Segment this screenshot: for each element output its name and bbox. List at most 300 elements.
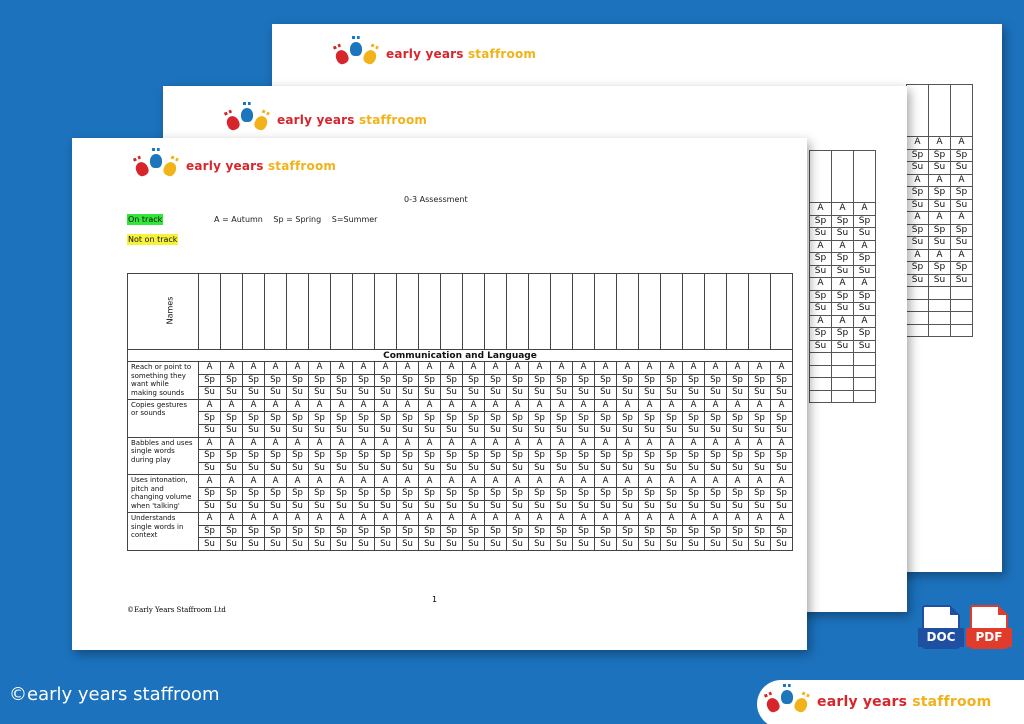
child-name-cell[interactable] (683, 274, 705, 350)
term-cell[interactable]: Su (639, 424, 661, 437)
term-cell[interactable]: A (243, 437, 265, 450)
term-cell[interactable]: Su (397, 500, 419, 513)
term-cell[interactable]: Sp (265, 525, 287, 538)
term-cell[interactable]: A (441, 437, 463, 450)
term-cell[interactable]: A (331, 362, 353, 375)
term-cell[interactable]: A (573, 513, 595, 526)
term-cell[interactable]: Sp (595, 450, 617, 463)
term-cell[interactable]: A (661, 362, 683, 375)
term-cell[interactable]: A (749, 513, 771, 526)
term-cell[interactable]: A (221, 437, 243, 450)
term-cell[interactable]: Sp (639, 487, 661, 500)
term-cell[interactable]: Su (331, 424, 353, 437)
child-name-cell[interactable] (705, 274, 727, 350)
term-cell[interactable]: Su (705, 462, 727, 475)
term-cell[interactable]: A (507, 513, 529, 526)
term-cell[interactable]: Su (573, 387, 595, 400)
term-cell[interactable]: Sp (265, 487, 287, 500)
term-cell[interactable]: Su (529, 387, 551, 400)
term-cell[interactable]: Sp (375, 487, 397, 500)
term-cell[interactable]: A (771, 437, 793, 450)
term-cell[interactable]: Su (661, 462, 683, 475)
term-cell[interactable]: A (661, 475, 683, 488)
term-cell[interactable]: A (485, 475, 507, 488)
term-cell[interactable]: Sp (507, 525, 529, 538)
term-cell[interactable]: Sp (507, 412, 529, 425)
term-cell[interactable]: Sp (309, 450, 331, 463)
child-name-cell[interactable] (221, 274, 243, 350)
term-cell[interactable]: Su (661, 424, 683, 437)
term-cell[interactable]: Su (573, 500, 595, 513)
term-cell[interactable]: Su (749, 538, 771, 551)
child-name-cell[interactable] (595, 274, 617, 350)
term-cell[interactable]: Sp (727, 412, 749, 425)
child-name-cell[interactable] (551, 274, 573, 350)
term-cell[interactable]: Sp (419, 412, 441, 425)
term-cell[interactable]: Su (749, 387, 771, 400)
term-cell[interactable]: A (397, 475, 419, 488)
term-cell[interactable]: A (595, 513, 617, 526)
term-cell[interactable]: A (595, 437, 617, 450)
term-cell[interactable]: Su (485, 387, 507, 400)
term-cell[interactable]: A (441, 362, 463, 375)
term-cell[interactable]: A (441, 513, 463, 526)
term-cell[interactable]: Sp (683, 525, 705, 538)
term-cell[interactable]: A (199, 399, 221, 412)
term-cell[interactable]: A (353, 362, 375, 375)
term-cell[interactable]: Sp (419, 487, 441, 500)
term-cell[interactable]: A (199, 513, 221, 526)
term-cell[interactable]: Su (419, 387, 441, 400)
term-cell[interactable]: Sp (573, 487, 595, 500)
term-cell[interactable]: A (573, 437, 595, 450)
term-cell[interactable]: A (463, 475, 485, 488)
term-cell[interactable]: Su (397, 462, 419, 475)
term-cell[interactable]: Sp (331, 374, 353, 387)
term-cell[interactable]: A (639, 399, 661, 412)
term-cell[interactable]: A (507, 437, 529, 450)
term-cell[interactable]: Su (749, 500, 771, 513)
term-cell[interactable]: A (683, 513, 705, 526)
term-cell[interactable]: A (661, 513, 683, 526)
term-cell[interactable]: Sp (617, 525, 639, 538)
term-cell[interactable]: Sp (375, 450, 397, 463)
child-name-cell[interactable] (507, 274, 529, 350)
term-cell[interactable]: Sp (771, 487, 793, 500)
term-cell[interactable]: Sp (331, 487, 353, 500)
term-cell[interactable]: Sp (661, 487, 683, 500)
term-cell[interactable]: Sp (705, 374, 727, 387)
term-cell[interactable]: Sp (221, 374, 243, 387)
term-cell[interactable]: Su (397, 424, 419, 437)
term-cell[interactable]: A (353, 513, 375, 526)
term-cell[interactable]: A (243, 513, 265, 526)
term-cell[interactable]: Sp (309, 412, 331, 425)
term-cell[interactable]: Su (595, 462, 617, 475)
term-cell[interactable]: Sp (441, 374, 463, 387)
term-cell[interactable]: A (595, 399, 617, 412)
term-cell[interactable]: Sp (749, 487, 771, 500)
term-cell[interactable]: A (287, 362, 309, 375)
term-cell[interactable]: Sp (221, 450, 243, 463)
term-cell[interactable]: Su (595, 387, 617, 400)
term-cell[interactable]: Su (683, 538, 705, 551)
term-cell[interactable]: Su (287, 462, 309, 475)
term-cell[interactable]: Su (243, 462, 265, 475)
term-cell[interactable]: A (287, 475, 309, 488)
term-cell[interactable]: A (243, 475, 265, 488)
term-cell[interactable]: Su (727, 538, 749, 551)
term-cell[interactable]: Su (485, 424, 507, 437)
term-cell[interactable]: A (463, 513, 485, 526)
term-cell[interactable]: A (419, 437, 441, 450)
term-cell[interactable]: A (485, 437, 507, 450)
term-cell[interactable]: Sp (419, 374, 441, 387)
term-cell[interactable]: Su (727, 387, 749, 400)
child-name-cell[interactable] (485, 274, 507, 350)
term-cell[interactable]: A (683, 399, 705, 412)
term-cell[interactable]: Su (419, 538, 441, 551)
term-cell[interactable]: A (727, 362, 749, 375)
child-name-cell[interactable] (573, 274, 595, 350)
term-cell[interactable]: A (485, 513, 507, 526)
term-cell[interactable]: Sp (749, 450, 771, 463)
term-cell[interactable]: A (287, 513, 309, 526)
term-cell[interactable]: Su (705, 424, 727, 437)
term-cell[interactable]: Sp (639, 525, 661, 538)
term-cell[interactable]: Su (309, 387, 331, 400)
term-cell[interactable]: A (419, 362, 441, 375)
term-cell[interactable]: Sp (309, 487, 331, 500)
term-cell[interactable]: Su (375, 424, 397, 437)
term-cell[interactable]: Sp (221, 412, 243, 425)
term-cell[interactable]: A (529, 513, 551, 526)
term-cell[interactable]: A (639, 513, 661, 526)
term-cell[interactable]: A (419, 475, 441, 488)
term-cell[interactable]: Sp (705, 412, 727, 425)
term-cell[interactable]: Sp (595, 374, 617, 387)
term-cell[interactable]: Sp (595, 525, 617, 538)
term-cell[interactable]: Sp (551, 374, 573, 387)
term-cell[interactable]: Sp (551, 525, 573, 538)
term-cell[interactable]: A (375, 475, 397, 488)
term-cell[interactable]: A (573, 362, 595, 375)
term-cell[interactable]: Sp (485, 412, 507, 425)
term-cell[interactable]: Su (683, 424, 705, 437)
term-cell[interactable]: Su (199, 424, 221, 437)
term-cell[interactable]: A (375, 399, 397, 412)
term-cell[interactable]: A (243, 362, 265, 375)
term-cell[interactable]: Su (221, 500, 243, 513)
term-cell[interactable]: Su (353, 500, 375, 513)
term-cell[interactable]: Su (353, 462, 375, 475)
term-cell[interactable]: Su (375, 387, 397, 400)
term-cell[interactable]: A (551, 513, 573, 526)
term-cell[interactable]: Su (529, 538, 551, 551)
child-name-cell[interactable] (375, 274, 397, 350)
term-cell[interactable]: Su (573, 424, 595, 437)
term-cell[interactable]: Su (221, 462, 243, 475)
term-cell[interactable]: A (727, 437, 749, 450)
term-cell[interactable]: Su (221, 424, 243, 437)
term-cell[interactable]: Sp (243, 450, 265, 463)
term-cell[interactable]: A (221, 362, 243, 375)
term-cell[interactable]: A (243, 399, 265, 412)
term-cell[interactable]: Su (529, 424, 551, 437)
child-name-cell[interactable] (199, 274, 221, 350)
term-cell[interactable]: Su (507, 424, 529, 437)
term-cell[interactable]: Sp (331, 412, 353, 425)
term-cell[interactable]: Sp (749, 412, 771, 425)
term-cell[interactable]: Sp (529, 487, 551, 500)
term-cell[interactable]: Su (595, 538, 617, 551)
term-cell[interactable]: Sp (485, 450, 507, 463)
term-cell[interactable]: A (705, 437, 727, 450)
term-cell[interactable]: Sp (463, 412, 485, 425)
term-cell[interactable]: Sp (529, 450, 551, 463)
term-cell[interactable]: Su (551, 424, 573, 437)
term-cell[interactable]: A (221, 513, 243, 526)
child-name-cell[interactable] (639, 274, 661, 350)
term-cell[interactable]: A (683, 437, 705, 450)
term-cell[interactable]: Su (243, 424, 265, 437)
term-cell[interactable]: Su (419, 424, 441, 437)
term-cell[interactable]: A (353, 399, 375, 412)
term-cell[interactable]: Su (441, 387, 463, 400)
term-cell[interactable]: Sp (199, 412, 221, 425)
term-cell[interactable]: Su (199, 462, 221, 475)
term-cell[interactable]: A (617, 399, 639, 412)
term-cell[interactable]: Sp (353, 412, 375, 425)
term-cell[interactable]: Su (309, 424, 331, 437)
term-cell[interactable]: Su (353, 424, 375, 437)
term-cell[interactable]: Sp (661, 374, 683, 387)
term-cell[interactable]: Su (551, 387, 573, 400)
term-cell[interactable]: A (419, 513, 441, 526)
term-cell[interactable]: Sp (749, 374, 771, 387)
child-name-cell[interactable] (353, 274, 375, 350)
term-cell[interactable]: A (573, 399, 595, 412)
term-cell[interactable]: A (287, 437, 309, 450)
child-name-cell[interactable] (529, 274, 551, 350)
term-cell[interactable]: Su (353, 538, 375, 551)
child-name-cell[interactable] (727, 274, 749, 350)
term-cell[interactable]: Su (331, 462, 353, 475)
term-cell[interactable]: A (199, 437, 221, 450)
term-cell[interactable]: Su (331, 387, 353, 400)
term-cell[interactable]: Sp (287, 374, 309, 387)
term-cell[interactable]: Sp (771, 525, 793, 538)
term-cell[interactable]: A (749, 475, 771, 488)
term-cell[interactable]: Sp (331, 450, 353, 463)
term-cell[interactable]: A (397, 399, 419, 412)
term-cell[interactable]: A (639, 475, 661, 488)
child-name-cell[interactable] (243, 274, 265, 350)
term-cell[interactable]: A (551, 437, 573, 450)
term-cell[interactable]: A (529, 475, 551, 488)
term-cell[interactable]: Su (617, 538, 639, 551)
term-cell[interactable]: Sp (375, 525, 397, 538)
term-cell[interactable]: Sp (617, 487, 639, 500)
term-cell[interactable]: A (529, 399, 551, 412)
term-cell[interactable]: Su (309, 500, 331, 513)
term-cell[interactable]: Sp (331, 525, 353, 538)
term-cell[interactable]: Su (309, 462, 331, 475)
term-cell[interactable]: Sp (705, 525, 727, 538)
term-cell[interactable]: Su (551, 538, 573, 551)
term-cell[interactable]: Sp (287, 450, 309, 463)
term-cell[interactable]: A (551, 362, 573, 375)
term-cell[interactable]: A (441, 399, 463, 412)
term-cell[interactable]: Su (639, 500, 661, 513)
term-cell[interactable]: A (353, 437, 375, 450)
child-name-cell[interactable] (397, 274, 419, 350)
term-cell[interactable]: Sp (617, 374, 639, 387)
term-cell[interactable]: Sp (221, 487, 243, 500)
term-cell[interactable]: A (727, 475, 749, 488)
term-cell[interactable]: Su (441, 500, 463, 513)
term-cell[interactable]: Su (507, 538, 529, 551)
term-cell[interactable]: Su (683, 387, 705, 400)
term-cell[interactable]: Su (771, 538, 793, 551)
term-cell[interactable]: Sp (485, 374, 507, 387)
term-cell[interactable]: A (617, 475, 639, 488)
term-cell[interactable]: Sp (507, 487, 529, 500)
term-cell[interactable]: Su (727, 462, 749, 475)
term-cell[interactable]: Su (375, 538, 397, 551)
term-cell[interactable]: Su (463, 387, 485, 400)
term-cell[interactable]: A (309, 399, 331, 412)
term-cell[interactable]: A (705, 475, 727, 488)
term-cell[interactable]: Su (507, 462, 529, 475)
term-cell[interactable]: Sp (485, 525, 507, 538)
term-cell[interactable]: Su (595, 424, 617, 437)
child-name-cell[interactable] (771, 274, 793, 350)
term-cell[interactable]: Sp (551, 487, 573, 500)
term-cell[interactable]: A (463, 362, 485, 375)
term-cell[interactable]: A (397, 362, 419, 375)
term-cell[interactable]: Sp (463, 374, 485, 387)
term-cell[interactable]: A (463, 399, 485, 412)
term-cell[interactable]: Su (265, 424, 287, 437)
term-cell[interactable]: A (221, 475, 243, 488)
term-cell[interactable]: Sp (529, 412, 551, 425)
term-cell[interactable]: Sp (727, 487, 749, 500)
term-cell[interactable]: A (441, 475, 463, 488)
term-cell[interactable]: A (353, 475, 375, 488)
term-cell[interactable]: Sp (397, 450, 419, 463)
term-cell[interactable]: Su (265, 462, 287, 475)
term-cell[interactable]: A (397, 437, 419, 450)
term-cell[interactable]: Su (441, 462, 463, 475)
child-name-cell[interactable] (309, 274, 331, 350)
term-cell[interactable]: Su (419, 462, 441, 475)
term-cell[interactable]: Su (397, 538, 419, 551)
term-cell[interactable]: Sp (573, 525, 595, 538)
term-cell[interactable]: Su (529, 462, 551, 475)
term-cell[interactable]: A (529, 437, 551, 450)
term-cell[interactable]: A (507, 475, 529, 488)
term-cell[interactable]: Su (441, 538, 463, 551)
term-cell[interactable]: A (309, 475, 331, 488)
term-cell[interactable]: Sp (243, 412, 265, 425)
term-cell[interactable]: A (661, 399, 683, 412)
pdf-file-icon[interactable]: PDF (966, 605, 1012, 657)
term-cell[interactable]: A (727, 399, 749, 412)
term-cell[interactable]: Sp (243, 487, 265, 500)
term-cell[interactable]: A (573, 475, 595, 488)
term-cell[interactable]: A (661, 437, 683, 450)
term-cell[interactable]: Su (683, 462, 705, 475)
term-cell[interactable]: Su (705, 500, 727, 513)
term-cell[interactable]: A (529, 362, 551, 375)
term-cell[interactable]: Sp (727, 450, 749, 463)
term-cell[interactable]: Sp (243, 374, 265, 387)
term-cell[interactable]: A (771, 362, 793, 375)
term-cell[interactable]: Su (199, 500, 221, 513)
child-name-cell[interactable] (749, 274, 771, 350)
term-cell[interactable]: Sp (419, 450, 441, 463)
term-cell[interactable]: Su (507, 500, 529, 513)
term-cell[interactable]: A (705, 513, 727, 526)
term-cell[interactable]: A (683, 475, 705, 488)
term-cell[interactable]: Su (485, 538, 507, 551)
term-cell[interactable]: Su (771, 387, 793, 400)
term-cell[interactable]: Su (199, 387, 221, 400)
term-cell[interactable]: A (551, 399, 573, 412)
term-cell[interactable]: Su (199, 538, 221, 551)
term-cell[interactable]: Su (661, 500, 683, 513)
term-cell[interactable]: Sp (705, 450, 727, 463)
term-cell[interactable]: Su (309, 538, 331, 551)
child-name-cell[interactable] (287, 274, 309, 350)
term-cell[interactable]: A (331, 437, 353, 450)
term-cell[interactable]: Sp (749, 525, 771, 538)
term-cell[interactable]: Sp (287, 487, 309, 500)
term-cell[interactable]: A (331, 513, 353, 526)
term-cell[interactable]: A (221, 399, 243, 412)
term-cell[interactable]: Sp (441, 412, 463, 425)
term-cell[interactable]: Su (463, 538, 485, 551)
term-cell[interactable]: Su (353, 387, 375, 400)
term-cell[interactable]: Sp (661, 450, 683, 463)
term-cell[interactable]: Su (419, 500, 441, 513)
child-name-cell[interactable] (617, 274, 639, 350)
term-cell[interactable]: A (683, 362, 705, 375)
term-cell[interactable]: Su (463, 462, 485, 475)
term-cell[interactable]: Su (617, 424, 639, 437)
term-cell[interactable]: Su (573, 538, 595, 551)
term-cell[interactable]: Su (771, 424, 793, 437)
term-cell[interactable]: Sp (287, 412, 309, 425)
term-cell[interactable]: A (331, 475, 353, 488)
term-cell[interactable]: Sp (639, 450, 661, 463)
term-cell[interactable]: Sp (243, 525, 265, 538)
term-cell[interactable]: Sp (727, 374, 749, 387)
term-cell[interactable]: Sp (617, 412, 639, 425)
term-cell[interactable]: Sp (375, 412, 397, 425)
term-cell[interactable]: Sp (353, 450, 375, 463)
term-cell[interactable]: Su (507, 387, 529, 400)
term-cell[interactable]: A (705, 362, 727, 375)
term-cell[interactable]: Sp (485, 487, 507, 500)
term-cell[interactable]: A (287, 399, 309, 412)
term-cell[interactable]: Sp (353, 525, 375, 538)
child-name-cell[interactable] (419, 274, 441, 350)
term-cell[interactable]: A (265, 513, 287, 526)
term-cell[interactable]: Sp (309, 525, 331, 538)
term-cell[interactable]: Sp (199, 487, 221, 500)
